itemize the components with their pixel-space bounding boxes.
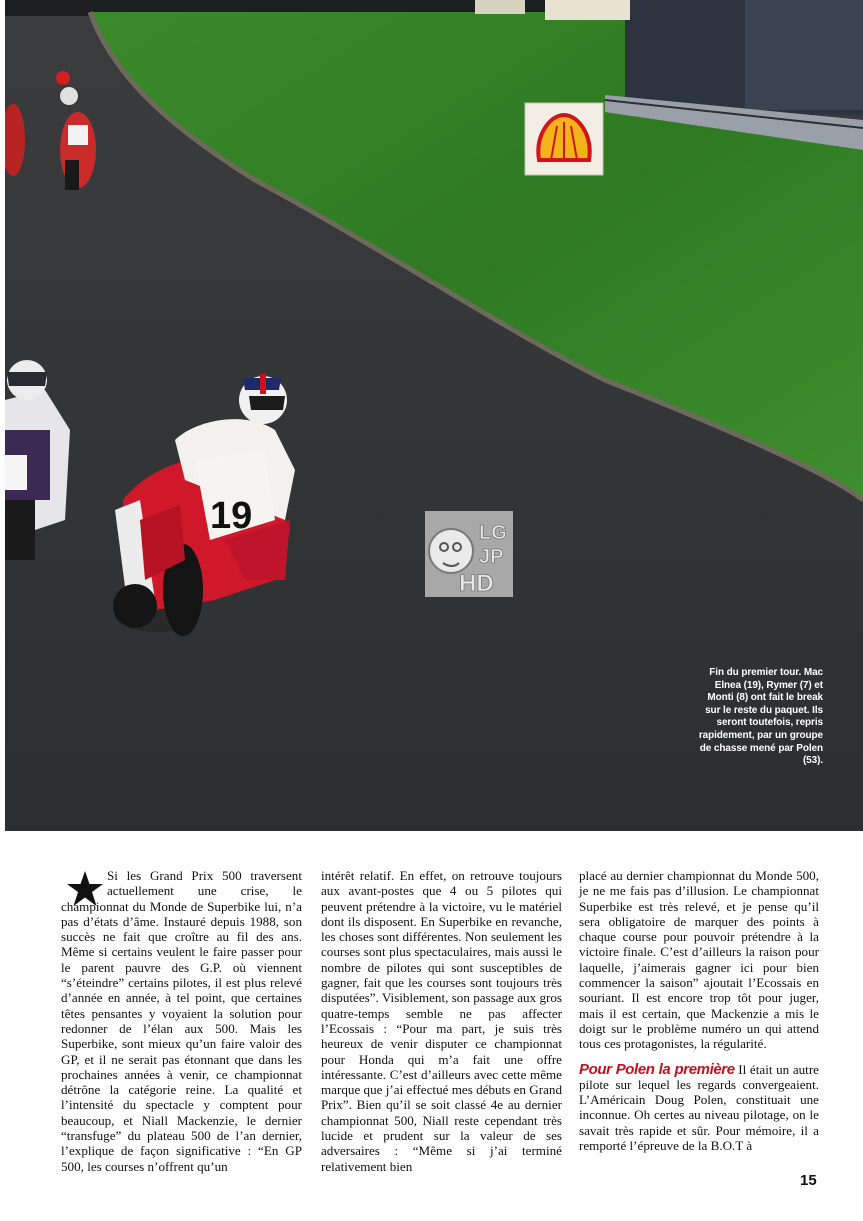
article-col2-text: intérêt relatif. En effet, on retrouve toujours aux avant-postes que 4 ou 5 pilotes qui peuvent prétendre à la victoire, vu le matériel dont ils disposent. En Superbike en revanche, les choses sont différentes. Non seulement les courses sont plus spectaculaires, mais aussi le nombre de pilotes qui sont susceptibles de gagner, fait que les courses sont toujours très disputées”. Visiblement, son passage aux gros quatre-temps semble ne pas affecter l’Ecossais : “Pour ma part, je suis très heureux de venir disputer ce championnat pour Honda qui m’a fait une offre intéressante. C’est d’ailleurs avec cette même marque que j’ai effectué mes débuts en Grand Prix”. Bien qu’il se soit classé 4e au dernier championnat 500, Niall reste cependant très lucide et prudent sur la valeur de ses adversaires : “Même si j’ai terminé relativement bien [321,868,562,1174]
watermark-text-3: HD [459,570,494,597]
bike-number: 19 [210,495,253,537]
page-number: 15 [800,1172,817,1189]
watermark-logo [425,511,513,597]
subheading: Pour Polen la première [579,1060,735,1078]
article-col3-para1: placé au dernier championnat du Monde 500, je ne me fais pas d’illusion. Le championnat Superbike est très relevé, et je pense qu’il sera obligatoire de marquer des points à chaque course pour pouvoir prétendre à la victoire finale. C’est d’ailleurs la raison pour laquelle, j’aimerais gagner ici pour bien commencer la saison” ajoutait l’Ecossais en souriant. Il est encore trop tôt pour juger, mais il est certain, que Mackenzie a mis le doigt sur le problème numéro un qui attend tous ces protagonistes, la régularité. [579,868,819,1052]
race-photo [5,0,863,831]
watermark-text-1: LG [479,522,507,544]
article-column-2 [321,868,562,1174]
article-column-1 [61,868,302,1174]
watermark-text-2: JP [479,546,504,568]
article-col1-text: Si les Grand Prix 500 traversent actuellement une crise, le championnat du Monde de Superbike lui, n’a pas d’états d’âme. Instauré depuis 1988, son succès ne fait que croître au fil des ans. Même si certains veulent le faire passer pour le parent pauvre des G.P. où viennent “s’éteindre” certains pilotes, il est plus relevé d’année en année, à tel point, que certaines têtes pensantes y voyaient la solution pour redonner de l’élan aux 500. Mais les Superbike, sont mieux qu’un faire valoir des GP, et il ne serait pas étonnant que dans les prochaines années à venir, ce championnat détrône la catégorie reine. La qualité et l’intensité du spectacle y comptent pour beaucoup, et Niall Mackenzie, le dernier “transfuge” du plateau 500 de l’an dernier, l’explique de façon significative : “En GP 500, les courses n’offrent qu’un [61,868,302,1174]
photo-caption: Fin du premier tour. Mac Elnea (19), Rymer (7) et Monti (8) ont fait le break sur le reste du paquet. Ils seront toutefois, repris rapidement, par un groupe de chasse mené par Polen (53). [698,667,823,767]
shell-sign [525,103,603,175]
article-column-3 [579,868,819,1153]
article-col3-para2: Il était un autre pilote sur lequel les regards convergeaient. L’Américain Doug Polen, constituait une inconnue. Oh certes au niveau pilotage, on le savait très rapide et sûr. Pour mémoire, il a remporté l’épreuve de la B.O.T à [579,1061,819,1154]
